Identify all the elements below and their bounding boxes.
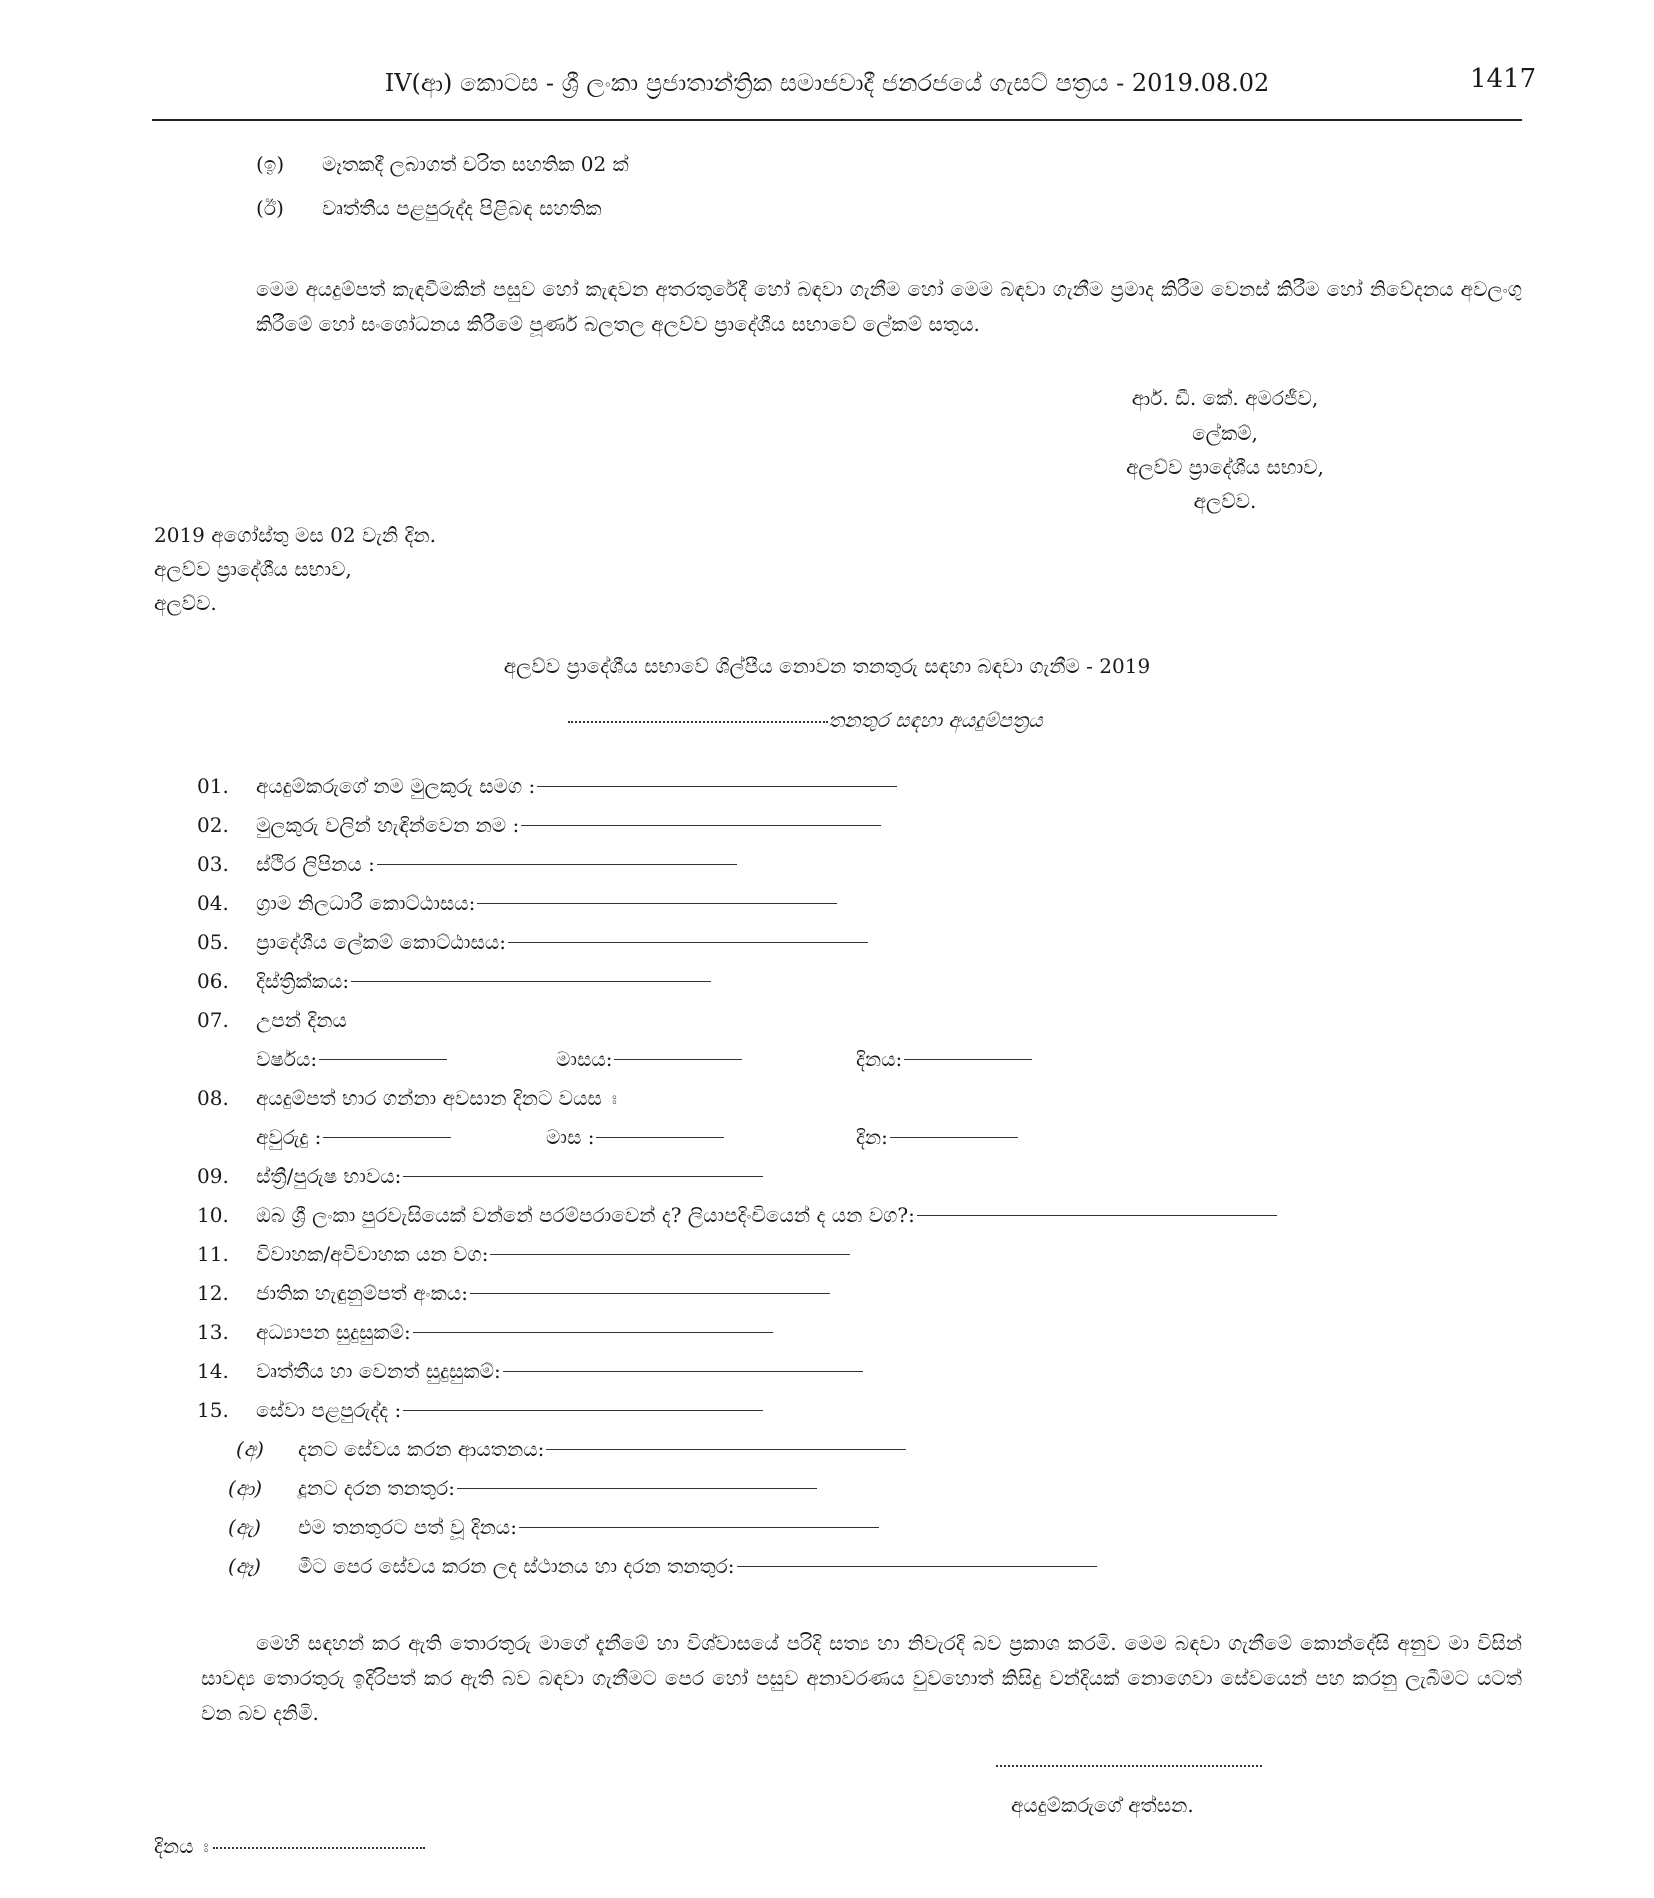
fill-line[interactable] <box>508 942 868 943</box>
date-blank[interactable] <box>213 1847 425 1849</box>
fill-line[interactable] <box>323 1137 451 1138</box>
field-number: 15. <box>197 1398 229 1422</box>
signature-blank[interactable] <box>996 1765 1262 1767</box>
age-days <box>856 1125 1018 1149</box>
fill-line[interactable] <box>596 1137 724 1138</box>
field-number: 03. <box>197 852 229 876</box>
fill-line[interactable] <box>614 1059 742 1060</box>
service-previous-workplace <box>298 1554 1097 1578</box>
field-label: දනට සේවය කරන ආයතනය: <box>298 1437 545 1461</box>
field-number: 13. <box>197 1320 229 1344</box>
header-divider <box>152 119 1522 121</box>
form-subtitle-row <box>568 708 1043 732</box>
field-nic-number <box>256 1281 830 1305</box>
field-number: 07. <box>197 1008 229 1032</box>
signatory-name: ආර්. ඩී. කේ. අමරජීව, <box>1131 386 1319 410</box>
fill-line[interactable] <box>503 1371 863 1372</box>
signatory-title: ලේකම්, <box>1192 421 1258 445</box>
fill-line[interactable] <box>477 903 837 904</box>
field-label: මුලකුරු වලින් හැඳින්වෙන නම : <box>256 813 520 837</box>
page-number: 1417 <box>1470 64 1537 94</box>
field-marital-status <box>256 1242 850 1266</box>
fill-line[interactable] <box>351 981 711 982</box>
age-days-label: දින: <box>856 1125 888 1149</box>
position-blank[interactable] <box>568 721 828 723</box>
attachment-marker: (ඊ) <box>256 196 284 220</box>
service-current-institution <box>298 1437 906 1461</box>
sub-item-marker: (ඇ) <box>228 1515 261 1539</box>
age-months-label: මාස : <box>546 1125 595 1149</box>
sub-item-marker: (ඈ) <box>228 1554 261 1578</box>
fill-line[interactable] <box>737 1566 1097 1567</box>
field-label: ප්‍රාදේශීය ලේකම් කොට්ඨාසය: <box>256 930 506 954</box>
field-district <box>256 969 711 993</box>
field-name-denoted <box>256 813 881 837</box>
date-field <box>154 1834 425 1858</box>
fill-line[interactable] <box>519 1527 879 1528</box>
field-label: ග්‍රාම නිලධාරී කොට්ඨාසය: <box>256 891 476 915</box>
field-label: අධ්‍යාපන සුදුසුකම්: <box>256 1320 411 1344</box>
field-number: 10. <box>197 1203 229 1227</box>
age-months <box>546 1125 724 1149</box>
birth-month <box>556 1047 742 1071</box>
birth-year <box>256 1047 447 1071</box>
field-label: දූනට දරන තනතුර: <box>298 1476 455 1500</box>
field-birth-date <box>256 1008 347 1032</box>
birth-month-label: මාසය: <box>556 1047 613 1071</box>
field-label: අයදුම්කරුගේ නම මුලකුරු සමග : <box>256 774 536 798</box>
fill-line[interactable] <box>457 1488 817 1489</box>
field-citizenship <box>256 1203 1277 1227</box>
attachment-marker: (ඉ) <box>256 152 285 176</box>
birth-year-label: වර්ෂය: <box>256 1047 318 1071</box>
form-subtitle: තනතුර සඳහා අයදුම්පත්‍රය <box>828 708 1043 732</box>
field-gn-division <box>256 891 837 915</box>
field-number: 09. <box>197 1164 229 1188</box>
gazette-header-title: IV(ආ) කොටස - ශ්‍රී ලංකා ප්‍රජාතාන්ත්‍රික සමාජවාදී ජනරජයේ ගැසට් පත්‍රය - 2019.08.02 <box>384 69 1270 97</box>
field-label: දිස්ත්‍රික්කය: <box>256 969 350 993</box>
applicant-signature-label: අයදුම්කරුගේ අත්සන. <box>1011 1793 1194 1817</box>
date-label: දිනය ඃ <box>154 1834 209 1858</box>
issue-date: 2019 අගෝස්තු මස 02 වැනි දින. <box>154 523 437 547</box>
attachment-text: වෘත්තීය පළපුරුද්ද පිළිබඳ සහතික <box>322 196 602 220</box>
fill-line[interactable] <box>403 1176 763 1177</box>
field-age <box>256 1086 617 1110</box>
field-label: එම තනතුරට පත් වූ දිනය: <box>298 1515 517 1539</box>
age-years-label: අවුරුදු : <box>256 1125 322 1149</box>
field-name-with-initials <box>256 774 897 798</box>
signature-line <box>996 1752 1262 1776</box>
field-label: විවාහක/අවිවාහක යන වග: <box>256 1242 489 1266</box>
declaration-paragraph: මෙහි සඳහන් කර ඇති තොරතුරු මාගේ දැනීමේ හා විශ්වාසයේ පරිදි සත්‍ය හා නිවැරදි බව ප්‍රකාශ කරමි. මෙම බඳවා ගැනීමේ කොන්දේසි අනුව මා විසින් සාවද්‍ය තොරතුරු ඉදිරිපත් කර ඇති බව බඳවා ගැනීමට පෙර හෝ පසුව අනාවරණය වුවහොත් කිසිදු වන්දියක් නොගෙවා සේවයෙන් පහ කරනු ලැබීමට යටත් වන බව දනිමි. <box>201 1631 1522 1725</box>
birth-day <box>856 1047 1032 1071</box>
field-ds-division <box>256 930 868 954</box>
field-label: ස්ත්‍රී/පුරුෂ භාවය: <box>256 1164 402 1188</box>
birth-day-label: දිනය: <box>856 1047 903 1071</box>
field-professional-qualifications <box>256 1359 863 1383</box>
sub-item-marker: (අ) <box>236 1437 264 1461</box>
service-appointment-date <box>298 1515 879 1539</box>
fill-line[interactable] <box>490 1254 850 1255</box>
field-number: 05. <box>197 930 229 954</box>
field-number: 11. <box>197 1242 229 1266</box>
field-education <box>256 1320 773 1344</box>
field-number: 14. <box>197 1359 229 1383</box>
field-label: සේවා පළපුරුද්ද : <box>256 1398 402 1422</box>
fill-line[interactable] <box>537 786 897 787</box>
fill-line[interactable] <box>546 1449 906 1450</box>
field-permanent-address <box>256 852 737 876</box>
signatory-office: අලව්ව ප්‍රාදේශීය සභාව, <box>1126 455 1324 479</box>
fill-line[interactable] <box>403 1410 763 1411</box>
attachment-text: මෑතකදී ලබාගත් චරිත සහතික 02 ක් <box>322 152 629 176</box>
field-number: 12. <box>197 1281 229 1305</box>
service-current-post <box>298 1476 817 1500</box>
field-label: උපන් දිනය <box>256 1008 347 1032</box>
field-label: ජාතික හැඳුනුම්පත් අංකය: <box>256 1281 468 1305</box>
field-label: ස්ථිර ලිපිනය : <box>256 852 375 876</box>
field-number: 08. <box>197 1086 229 1110</box>
field-service-experience <box>256 1398 763 1422</box>
field-gender <box>256 1164 763 1188</box>
fill-line[interactable] <box>521 825 881 826</box>
fill-line[interactable] <box>319 1059 447 1060</box>
sub-item-marker: (ආ) <box>228 1476 263 1500</box>
signatory-place: අලව්ව. <box>1193 489 1257 513</box>
field-label: අයදුම්පත් භාර ගන්නා අවසාන දිනට වයස ඃ <box>256 1086 617 1110</box>
field-number: 06. <box>197 969 229 993</box>
field-number: 01. <box>197 774 229 798</box>
age-years <box>256 1125 451 1149</box>
fill-line[interactable] <box>890 1137 1018 1138</box>
issuing-office: අලව්ව ප්‍රාදේශීය සභාව, <box>154 557 352 581</box>
field-label: වෘත්තීය හා වෙනත් සුදුසුකම්: <box>256 1359 501 1383</box>
field-number: 02. <box>197 813 229 837</box>
issuing-place: අලව්ව. <box>154 591 217 615</box>
fill-line[interactable] <box>413 1332 773 1333</box>
form-title: අලව්ව ප්‍රාදේශීය සභාවේ ශිල්පීය නොවන තනතුරු සඳහා බඳවා ගැනීම - 2019 <box>503 654 1151 678</box>
fill-line[interactable] <box>377 864 737 865</box>
fill-line[interactable] <box>904 1059 1032 1060</box>
field-number: 04. <box>197 891 229 915</box>
field-label: ඔබ ශ්‍රී ලංකා පුරවැසියෙක් වන්නේ පරම්පරාවෙන් ද? ලියාපදිංචියෙන් ද යන වග?: <box>256 1203 915 1227</box>
fill-line[interactable] <box>470 1293 830 1294</box>
fill-line[interactable] <box>917 1215 1277 1216</box>
field-label: මීට පෙර සේවය කරන ලද ස්ථානය හා දරන තනතුර: <box>298 1554 735 1578</box>
notice-paragraph: මෙම අයදුම්පත් කැඳවීමකින් පසුව හෝ කැඳවන අතරතුරේදී හෝ බඳවා ගැනීම හෝ මෙම බඳවා ගැනීම ප්‍රමාද කිරීම වෙනස් කිරීම හෝ නිවේදනය අවලංගු කිරීමේ හෝ සංශෝධනය කිරීමේ පූර්ණ බලතල අලව්ව ප්‍රාදේශීය සභාවේ ලේකම් සතුය. <box>256 277 1522 336</box>
